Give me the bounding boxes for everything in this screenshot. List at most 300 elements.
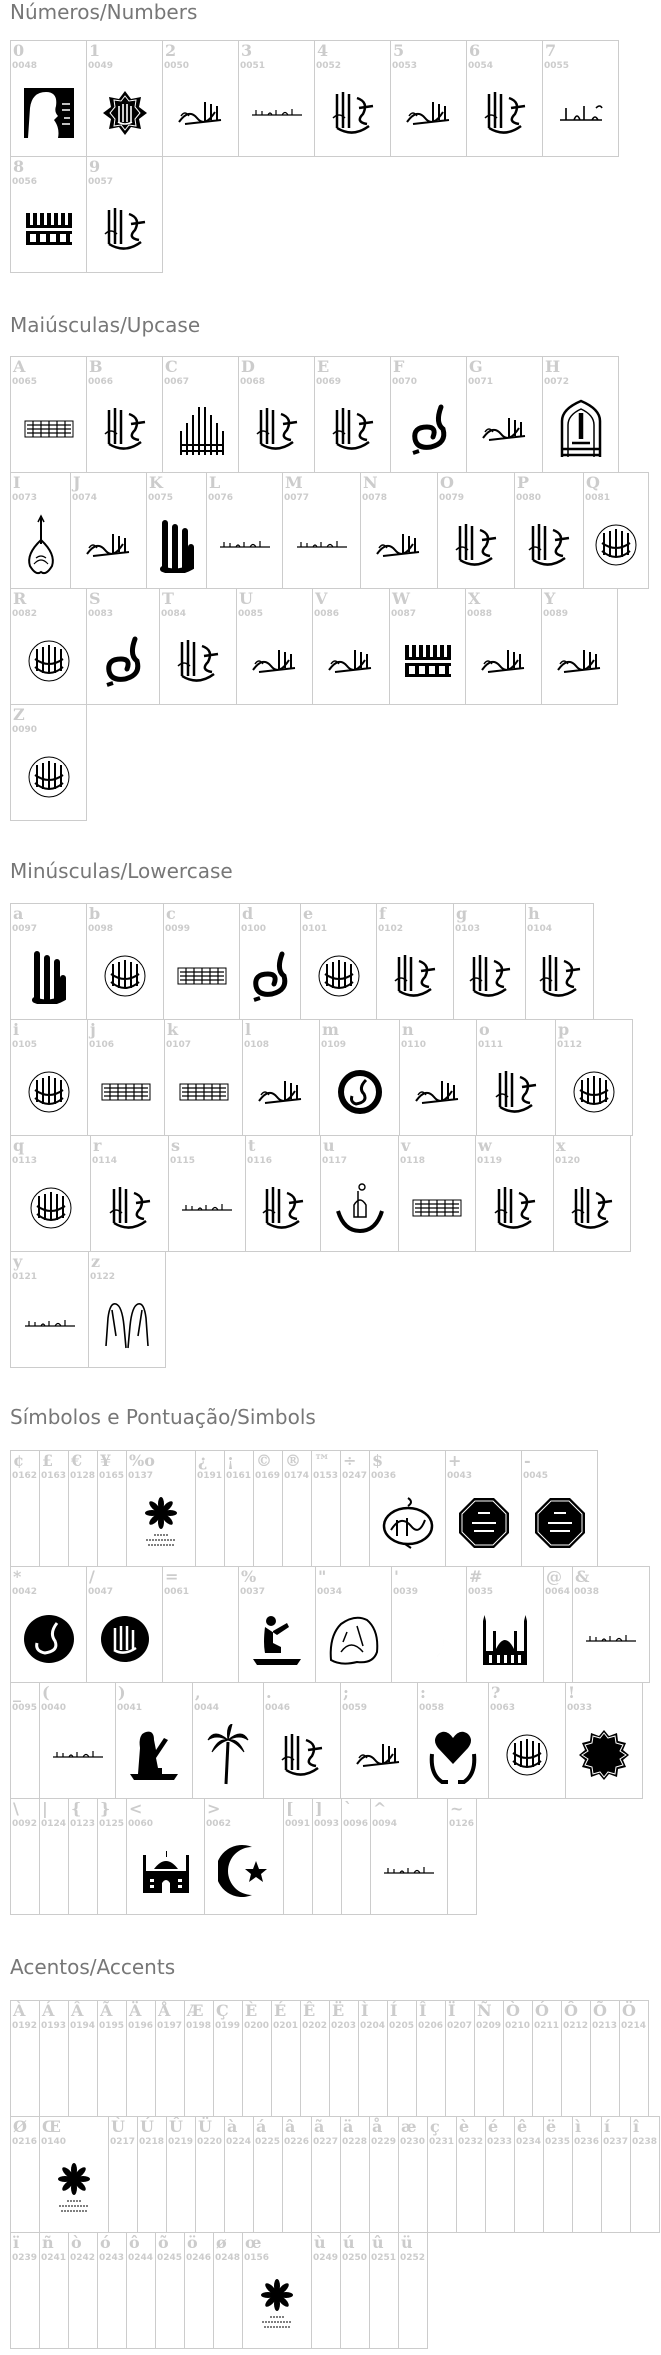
glyph-code: 0115 [170, 1156, 196, 1166]
glyph-character: ÷ [343, 1451, 357, 1470]
glyph-code: 0124 [41, 1819, 67, 1829]
glyph-character: v [401, 1136, 411, 1155]
glyph-cell [253, 1450, 283, 1567]
glyph-cell [10, 704, 87, 821]
glyph-cell [68, 2000, 98, 2117]
glyph-character: i [13, 1020, 20, 1039]
glyph-code: 0206 [418, 2021, 444, 2031]
glyph-cell [86, 40, 163, 157]
glyph-character: S [89, 589, 101, 608]
glyph-grid-numbers [10, 40, 619, 273]
glyph-character: Ú [140, 2117, 154, 2136]
glyph-cell [39, 1450, 69, 1567]
calligraphy-block-icon [239, 393, 314, 464]
glyph-character: ë [546, 2117, 557, 2136]
glyph-row [10, 903, 633, 1020]
section-title-numbers: Números/Numbers [10, 0, 198, 24]
glyph-code: 0092 [12, 1819, 38, 1829]
glyph-cell [474, 2000, 504, 2117]
glyph-character: œ [245, 2233, 262, 2252]
calligraphy-line-icon [371, 1835, 447, 1906]
glyph-character: C [165, 357, 178, 376]
glyph-character: b [89, 904, 101, 923]
muhammad-bold-icon [240, 940, 300, 1011]
glyph-cell [166, 2116, 196, 2233]
glyph-cell [370, 1798, 448, 1915]
glyph-cell [10, 2116, 40, 2233]
glyph-character: - [524, 1451, 531, 1470]
glyph-character: © [256, 1451, 272, 1470]
glyph-code: 0063 [490, 1703, 516, 1713]
glyph-cell [126, 2232, 156, 2349]
glyph-code: 0153 [313, 1471, 339, 1481]
glyph-cell [619, 2000, 649, 2117]
glyph-cell [97, 1798, 127, 1915]
glyph-cell [315, 1566, 392, 1683]
glyph-cell [340, 1450, 370, 1567]
glyph-cell [97, 1450, 127, 1567]
glyph-code: 0083 [88, 609, 114, 619]
mihrab-arch-icon [543, 393, 618, 464]
glyph-cell [10, 1135, 91, 1252]
glyph-cell [542, 356, 619, 473]
glyph-character: V [315, 589, 328, 608]
glyph-character: N [363, 473, 378, 492]
glyph-cell [39, 1798, 69, 1915]
glyph-code: 0062 [206, 1819, 232, 1829]
glyph-character: æ [401, 2117, 417, 2136]
praying-hands-icon [89, 1288, 165, 1359]
glyph-cell [224, 1450, 254, 1567]
glyph-character: ® [285, 1451, 301, 1470]
glyph-cell [86, 903, 164, 1020]
glyph-cell [311, 2116, 341, 2233]
glyph-character: û [372, 2233, 384, 2252]
glyph-character: ñ [42, 2233, 54, 2252]
calligraphy-block-icon [264, 1719, 340, 1790]
glyph-row [10, 1450, 650, 1567]
calligraphy-wide-icon [391, 77, 466, 148]
glyph-cell [466, 356, 543, 473]
glyph-code: 0252 [400, 2253, 426, 2263]
glyph-character: Å [158, 2001, 171, 2020]
glyph-code: 0238 [632, 2137, 658, 2147]
glyph-code: 0228 [342, 2137, 368, 2147]
glyph-character: u [323, 1136, 335, 1155]
glyph-cell [340, 2116, 370, 2233]
glyph-code: 0248 [215, 2253, 241, 2263]
glyph-cell [358, 2000, 388, 2117]
glyph-cell [447, 1798, 477, 1915]
glyph-code: 0057 [88, 177, 114, 187]
glyph-character: Ü [198, 2117, 212, 2136]
calligraphy-wide-icon [466, 625, 541, 696]
glyph-character: F [393, 357, 405, 376]
calligraphy-block-icon [554, 1172, 630, 1243]
glyph-code: 0051 [240, 61, 266, 71]
glyph-code: 0094 [372, 1819, 398, 1829]
glyph-cell [314, 356, 391, 473]
calligraphy-line-icon [11, 1288, 88, 1359]
glyph-character: E [317, 357, 330, 376]
star-badge-icon [566, 1719, 642, 1790]
glyph-character: ^ [373, 1799, 387, 1818]
glyph-cell [514, 472, 584, 589]
glyph-character: Ø [13, 2117, 27, 2136]
glyph-cell [532, 2000, 562, 2117]
glyph-cell [542, 40, 619, 157]
glyph-code: 0090 [12, 725, 38, 735]
glyph-character: á [256, 2117, 267, 2136]
glyph-character: [ [286, 1799, 294, 1818]
glyph-cell [263, 1682, 341, 1799]
glyph-cell [456, 2116, 486, 2233]
glyph-cell [39, 2116, 109, 2233]
glyph-code: 0110 [401, 1040, 427, 1050]
glyph-character: 7 [545, 41, 557, 60]
glyph-code: 0042 [12, 1587, 38, 1597]
glyph-code: 0243 [99, 2253, 125, 2263]
minaret-drop-icon [11, 509, 70, 580]
glyph-code: 0244 [128, 2253, 154, 2263]
glyph-character: p [558, 1020, 570, 1039]
glyph-character: * [13, 1567, 22, 1586]
glyph-code: 0137 [128, 1471, 154, 1481]
glyph-character: ä [343, 2117, 354, 2136]
stop-octagon-icon [446, 1487, 521, 1558]
glyph-cell [68, 1798, 98, 1915]
glyph-cell [39, 1682, 116, 1799]
calligraphy-round-icon [87, 940, 163, 1011]
glyph-code: 0250 [342, 2253, 368, 2263]
glyph-cell [10, 156, 87, 273]
glyph-character: Ã [100, 2001, 113, 2020]
glyph-code: 0105 [12, 1040, 38, 1050]
glyph-cell [195, 1450, 225, 1567]
calligraphy-block-icon [377, 940, 453, 1011]
glyph-cell [184, 2000, 214, 2117]
glyph-character: 2 [165, 41, 177, 60]
glyph-code: 0068 [240, 377, 266, 387]
glyph-cell [340, 2232, 370, 2349]
glyph-code: 0080 [516, 493, 542, 503]
glyph-cell [514, 2116, 544, 2233]
glyph-code: 0242 [70, 2253, 96, 2263]
glyph-cell [10, 903, 87, 1020]
glyph-code: 0237 [603, 2137, 629, 2147]
glyph-cell [398, 2116, 428, 2233]
glyph-character: > [207, 1799, 221, 1818]
glyph-code: 0231 [429, 2137, 455, 2147]
flower-logo-icon [243, 2269, 311, 2340]
glyph-cell [10, 472, 71, 589]
muhammad-bold-icon [87, 625, 159, 696]
mosque-dome-icon [127, 1835, 204, 1906]
glyph-row [10, 1136, 633, 1252]
glyph-code: 0210 [505, 2021, 531, 2031]
calligraphy-dense-icon [164, 940, 239, 1011]
glyph-code: 0081 [585, 493, 611, 503]
glyph-code: 0165 [99, 1471, 125, 1481]
glyph-cell [391, 1566, 467, 1683]
glyph-character: c [166, 904, 176, 923]
glyph-code: 0218 [139, 2137, 165, 2147]
glyph-code: 0213 [592, 2021, 618, 2031]
glyph-code: 0059 [342, 1703, 368, 1713]
glyph-character: 3 [241, 41, 253, 60]
glyph-character: l [245, 1020, 252, 1039]
glyph-character: d [242, 904, 254, 923]
calligraphy-round-icon [301, 940, 376, 1011]
kufic-block-icon [11, 193, 86, 264]
glyph-code: 0233 [487, 2137, 513, 2147]
glyph-character: Ä [129, 2001, 142, 2020]
glyph-cell [70, 472, 147, 589]
glyph-cell [213, 2000, 243, 2117]
glyph-cell [168, 1135, 246, 1252]
calligraphy-block-icon [160, 625, 236, 696]
glyph-character: ì [575, 2117, 582, 2136]
glyph-code: 0102 [378, 924, 404, 934]
glyph-cell [572, 2116, 602, 2233]
glyph-row [10, 2117, 660, 2233]
glyph-character: y [13, 1252, 23, 1271]
glyph-cell [565, 1682, 643, 1799]
section-title-accents: Acentos/Accents [10, 1955, 176, 1979]
glyph-cell [10, 1251, 89, 1368]
glyph-character: %o [129, 1451, 155, 1470]
glyph-row [10, 40, 619, 157]
glyph-character: 5 [393, 41, 405, 60]
glyph-cell [10, 588, 87, 705]
glyph-cell [184, 2232, 214, 2349]
glyph-cell [453, 903, 526, 1020]
crescent-star-icon [205, 1835, 283, 1906]
glyph-character: { [71, 1799, 82, 1818]
calligraphy-line-icon [283, 509, 360, 580]
glyph-character: Ö [622, 2001, 636, 2020]
glyph-code: 0162 [12, 1471, 38, 1481]
calligraphy-line-icon [573, 1603, 649, 1674]
glyph-cell [204, 1798, 284, 1915]
glyph-character: ~ [450, 1799, 464, 1818]
glyph-character: ' [394, 1567, 399, 1586]
glyph-cell [10, 1450, 40, 1567]
kufic-block-icon [390, 625, 465, 696]
glyph-row [10, 157, 619, 273]
glyph-cell [126, 2000, 156, 2117]
calligraphy-line-icon [239, 77, 314, 148]
glyph-cell [341, 1798, 371, 1915]
calligraphy-round-icon [11, 1172, 90, 1243]
glyph-cell [503, 2000, 533, 2117]
glyph-cell [329, 2000, 359, 2117]
glyph-cell [146, 472, 207, 589]
glyph-character: ó [100, 2233, 111, 2252]
glyph-code: 0077 [284, 493, 310, 503]
glyph-cell [245, 1135, 321, 1252]
glyph-character: 4 [317, 41, 329, 60]
glyph-cell [238, 356, 315, 473]
glyph-code: 0104 [527, 924, 553, 934]
glyph-code: 0045 [523, 1471, 549, 1481]
mosque-crescent-icon [321, 1172, 398, 1243]
calligraphy-block-icon [515, 509, 583, 580]
glyph-code: 0053 [392, 61, 418, 71]
glyph-character: Û [169, 2117, 183, 2136]
glyph-character: k [167, 1020, 179, 1039]
glyph-cell [312, 588, 390, 705]
glyph-cell [195, 2116, 225, 2233]
glyph-code: 0169 [255, 1471, 281, 1481]
glyph-code: 0199 [215, 2021, 241, 2031]
flower-logo-icon [127, 1487, 195, 1558]
crescent-icon [392, 1603, 466, 1674]
glyph-character: É [274, 2001, 287, 2020]
calligraphy-dense-icon [399, 1172, 475, 1243]
glyph-character: õ [158, 2233, 169, 2252]
glyph-character: ê [517, 2117, 528, 2136]
calligraphy-block-icon [454, 940, 525, 1011]
glyph-character: z [91, 1252, 101, 1271]
cave-rock-icon [316, 1603, 391, 1674]
glyph-cell [476, 1019, 556, 1136]
glyph-cell [88, 1251, 166, 1368]
glyph-character: = [165, 1567, 179, 1586]
glyph-cell [601, 2116, 631, 2233]
glyph-character: Ù [111, 2117, 125, 2136]
glyph-code: 0207 [447, 2021, 473, 2031]
glyph-code: 0100 [241, 924, 267, 934]
glyph-code: 0085 [238, 609, 264, 619]
glyph-code: 0125 [99, 1819, 125, 1829]
glyph-cell [521, 1450, 598, 1567]
glyph-code: 0107 [166, 1040, 192, 1050]
glyph-cell [137, 2116, 167, 2233]
calligraphy-wide-icon [400, 1056, 476, 1127]
glyph-code: 0086 [314, 609, 340, 619]
glyph-character: A [13, 357, 26, 376]
glyph-character: Â [71, 2001, 84, 2020]
glyph-code: 0247 [342, 1471, 368, 1481]
glyph-character: € [71, 1451, 83, 1470]
glyph-code: 0225 [255, 2137, 281, 2147]
glyph-code: 0220 [197, 2137, 223, 2147]
glyph-code: 0123 [70, 1819, 96, 1829]
glyph-cell [238, 40, 315, 157]
glyph-cell [427, 2116, 457, 2233]
glyph-code: 0118 [400, 1156, 426, 1166]
glyph-code: 0070 [392, 377, 418, 387]
glyph-cell [10, 1019, 88, 1136]
glyph-character: ? [491, 1683, 501, 1702]
glyph-code: 0088 [467, 609, 493, 619]
glyph-code: 0241 [41, 2253, 67, 2263]
glyph-character: ) [118, 1683, 126, 1702]
glyph-cell [271, 2000, 301, 2117]
glyph-code: 0055 [544, 61, 570, 71]
glyph-character: m [322, 1020, 339, 1039]
glyph-cell [87, 1019, 165, 1136]
glyph-code: 0156 [244, 2253, 270, 2263]
glyph-character: Q [586, 473, 600, 492]
glyph-code: 0163 [41, 1471, 67, 1481]
glyph-code: 0119 [477, 1156, 503, 1166]
glyph-cell [10, 1798, 40, 1915]
glyph-cell [387, 2000, 417, 2117]
glyph-character: X [468, 589, 481, 608]
glyph-code: 0060 [128, 1819, 154, 1829]
glyph-character: R [13, 589, 27, 608]
calligraphy-block-icon [246, 1172, 320, 1243]
glyph-cell [525, 903, 594, 1020]
glyph-cell [369, 1450, 446, 1567]
glyph-cell [369, 2232, 399, 2349]
glyph-cell [126, 1798, 205, 1915]
glyph-code: 0114 [92, 1156, 118, 1166]
glyph-cell [583, 472, 649, 589]
flower-logo-icon [40, 2153, 108, 2224]
glyph-character: â [285, 2117, 296, 2136]
glyph-code: 0229 [371, 2137, 397, 2147]
glyph-cell [553, 1135, 631, 1252]
glyph-character: Ì [361, 2001, 369, 2020]
glyph-code: 0217 [110, 2137, 136, 2147]
glyph-character: Z [13, 705, 25, 724]
glyph-code: 0084 [161, 609, 187, 619]
glyph-code: 0245 [157, 2253, 183, 2263]
glyph-cell [572, 1566, 650, 1683]
glyph-character: _ [13, 1683, 21, 1702]
glyph-cell [164, 1019, 243, 1136]
glyph-code: 0205 [389, 2021, 415, 2031]
glyph-character: ù [314, 2233, 326, 2252]
glyph-code: 0041 [117, 1703, 143, 1713]
glyph-row [10, 2233, 660, 2349]
glyph-code: 0121 [12, 1272, 38, 1282]
glyph-code: 0064 [545, 1587, 571, 1597]
glyph-cell [360, 472, 438, 589]
glyph-character: M [285, 473, 303, 492]
kufic-arch-icon [163, 393, 238, 464]
hijab-woman-square-icon [11, 77, 86, 148]
glyph-character: 0 [13, 41, 25, 60]
glyph-cell [320, 1135, 399, 1252]
glyph-character: Œ [42, 2117, 61, 2136]
glyph-character: 1 [89, 41, 101, 60]
glyph-code: 0201 [273, 2021, 299, 2031]
glyph-cell [340, 1682, 418, 1799]
glyph-character: ç [430, 2117, 440, 2136]
glyph-character: I [13, 473, 21, 492]
glyph-code: 0079 [439, 493, 465, 503]
glyph-character: D [241, 357, 255, 376]
glyph-cell [239, 903, 301, 1020]
glyph-cell [155, 2232, 185, 2349]
glyph-character: T [162, 589, 174, 608]
glyph-code: 0044 [194, 1703, 220, 1713]
glyph-cell [86, 588, 160, 705]
glyph-code: 0211 [534, 2021, 560, 2031]
glyph-character: # [469, 1567, 483, 1586]
glyph-cell [311, 1450, 341, 1567]
glyph-character: Ë [332, 2001, 345, 2020]
glyph-cell [90, 1135, 169, 1252]
glyph-character: @ [546, 1567, 562, 1586]
glyph-grid-lowercase [10, 903, 633, 1368]
glyph-character: Ó [535, 2001, 549, 2020]
glyph-cell [398, 1135, 476, 1252]
